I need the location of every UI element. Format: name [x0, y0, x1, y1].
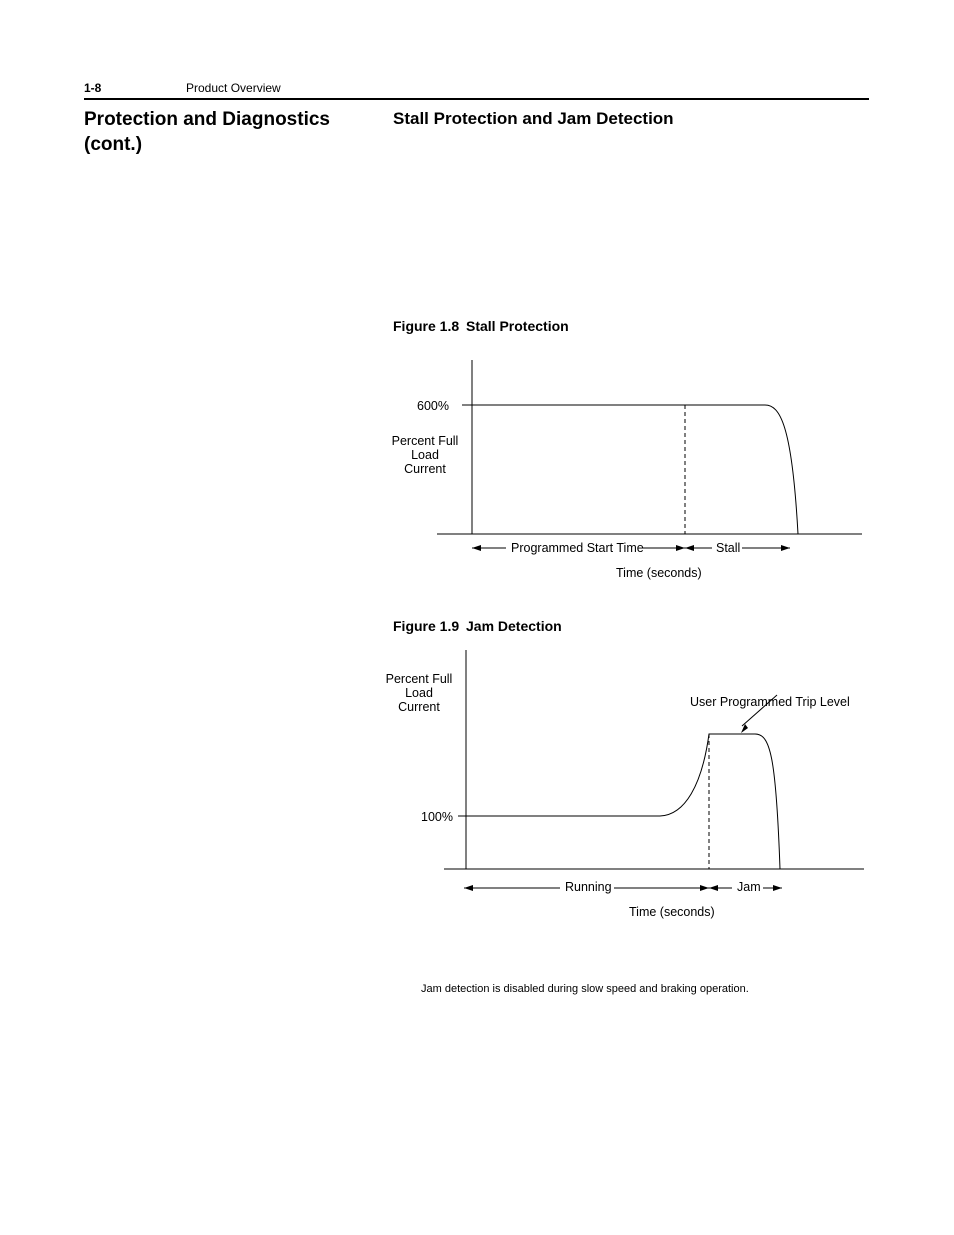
current-curve [472, 405, 798, 534]
interval-label-start-time: Programmed Start Time [511, 541, 644, 555]
arrow-right-head [781, 545, 790, 551]
jam-detection-note: Jam detection is disabled during slow speed and braking operation. [421, 983, 749, 995]
running-title: Product Overview [186, 81, 281, 95]
figure-title: Jam Detection [466, 618, 562, 634]
x-axis-label: Time (seconds) [629, 905, 715, 919]
stall-protection-diagram [380, 355, 870, 585]
page-number: 1-8 [84, 81, 102, 95]
x-axis-label: Time (seconds) [616, 566, 702, 580]
interval-label-stall: Stall [716, 541, 741, 555]
arrow-right-head [773, 885, 782, 891]
arrow-right-head [700, 885, 709, 891]
section-subtitle: Stall Protection and Jam Detection [393, 109, 674, 128]
interval-label-running: Running [565, 880, 612, 894]
interval-label-jam: Jam [737, 880, 761, 894]
current-curve [466, 734, 780, 869]
jam-detection-diagram [380, 645, 870, 925]
y-axis-label: Percent Full Load Current [391, 434, 459, 476]
arrow-right-head [676, 545, 685, 551]
figure-title: Stall Protection [466, 318, 569, 334]
figure-1-9-caption [393, 618, 562, 634]
figure-number: Figure 1.8 [393, 318, 460, 334]
header-rule [84, 98, 869, 100]
level-label: 600% [417, 399, 449, 413]
figure-1-8-caption [393, 318, 569, 334]
arrow-left-head [464, 885, 473, 891]
arrow-left-head [472, 545, 481, 551]
y-axis-label: Percent Full Load Current [385, 672, 453, 714]
trip-level-annotation: User Programmed Trip Level [690, 695, 850, 709]
level-label: 100% [421, 810, 453, 824]
section-title: Protection and Diagnostics (cont.) [84, 109, 330, 155]
figure-number: Figure 1.9 [393, 618, 460, 634]
